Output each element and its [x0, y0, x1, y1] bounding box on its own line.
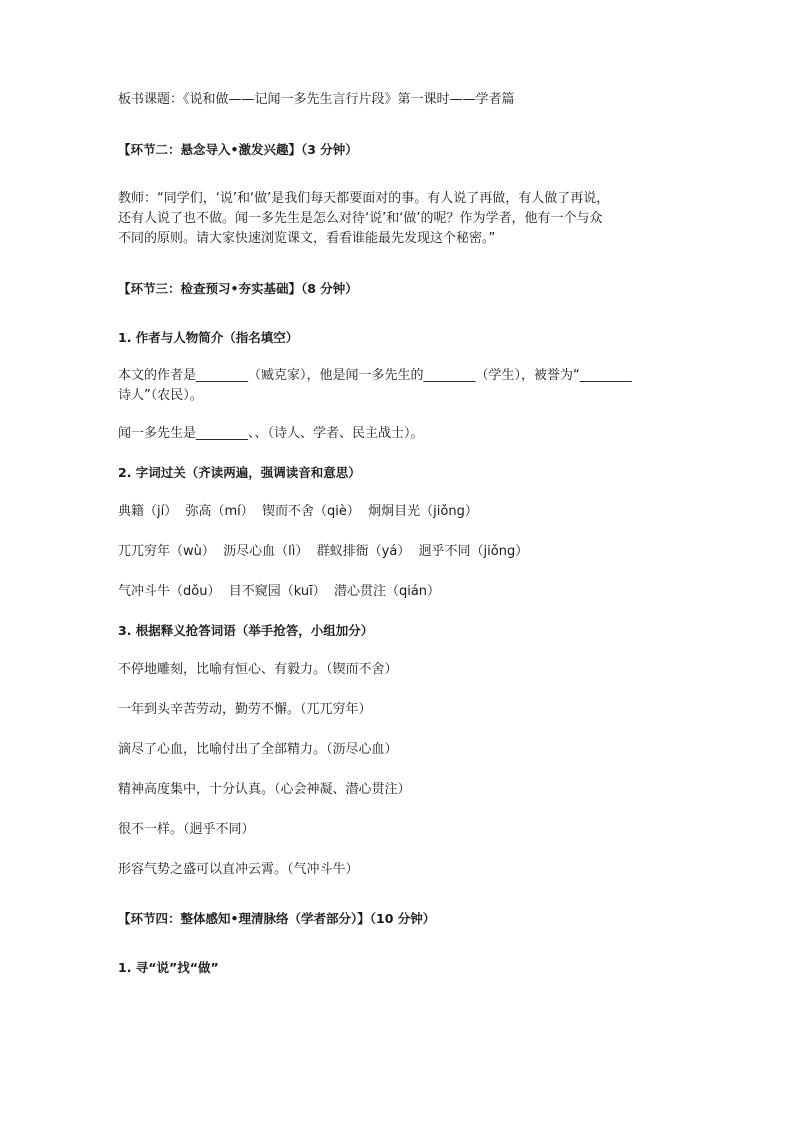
section-2-paragraph-line-3: 不同的原则。请大家快速浏览课文，看看谁能最先发现这个秘密。”	[118, 231, 496, 246]
definition-item-3: 滴尽了心血，比喻付出了全部精力。（沥尽心血）	[118, 742, 398, 757]
section-3-part-2-title: 2. 字词过关（齐读两遍，强调读音和意思）	[118, 465, 361, 480]
author-fill-line-2: 诗人”（农民）。	[118, 388, 203, 403]
board-title: 板书课题：《说和做——记闻一多先生言行片段》第一课时——学者篇	[118, 92, 515, 107]
definition-item-4: 精神高度集中，十分认真。（心会神凝、潜心贯注）	[118, 782, 411, 797]
vocab-row-1: 典籍（jí） 弥高（mí） 锲而不舍（qiè） 炯炯目光（jiǒng）	[118, 504, 478, 519]
section-4-part-1-title: 1. 寻“说”找“做”	[118, 960, 219, 975]
section-4-heading: 【环节四：整体感知•理清脉络（学者部分）】（10 分钟）	[118, 911, 436, 926]
section-2-paragraph-line-2: 还有人说了也不做。闻一多先生是怎么对待‘说’和‘做’的呢？作为学者，他有一个与众	[118, 211, 603, 226]
section-2-paragraph-line-1: 教师：“同学们，‘说’和‘做’是我们每天都要面对的事。有人说了再做，有人做了再说，	[118, 191, 610, 206]
section-2-heading: 【环节二：悬念导入•激发兴趣】（3 分钟）	[118, 142, 358, 157]
section-3-heading: 【环节三：检查预习•夯实基础】（8 分钟）	[118, 281, 358, 296]
document-content	[118, 88, 683, 978]
definition-item-2: 一年到头辛苦劳动，勤劳不懈。（兀兀穷年）	[118, 702, 372, 717]
vocab-row-2: 兀兀穷年（wù） 沥尽心血（lì） 群蚁排衙（yá） 迥乎不同（jiǒng）	[118, 544, 529, 559]
definition-item-1: 不停地雕刻，比喻有恒心、有毅力。（锲而不舍）	[118, 662, 398, 677]
vocab-row-3: 气冲斗牛（dǒu） 目不窥园（kuī） 潜心贯注（qián）	[118, 584, 441, 599]
author-fill-line-1: 本文的作者是________（臧克家），他是闻一多先生的________（学生），被誉为“________	[118, 368, 632, 383]
wen-yiduo-fill-line: 闻一多先生是________、、（诗人、学者、民主战士）。	[118, 426, 424, 441]
definition-item-5: 很不一样。（迥乎不同）	[118, 822, 255, 837]
section-3-part-3-title: 3. 根据释义抢答词语（举手抢答，小组加分）	[118, 623, 374, 638]
section-3-part-1-title: 1. 作者与人物简介（指名填空）	[118, 330, 299, 345]
definition-item-6: 形容气势之盛可以直冲云霄。（气冲斗牛）	[118, 862, 359, 877]
